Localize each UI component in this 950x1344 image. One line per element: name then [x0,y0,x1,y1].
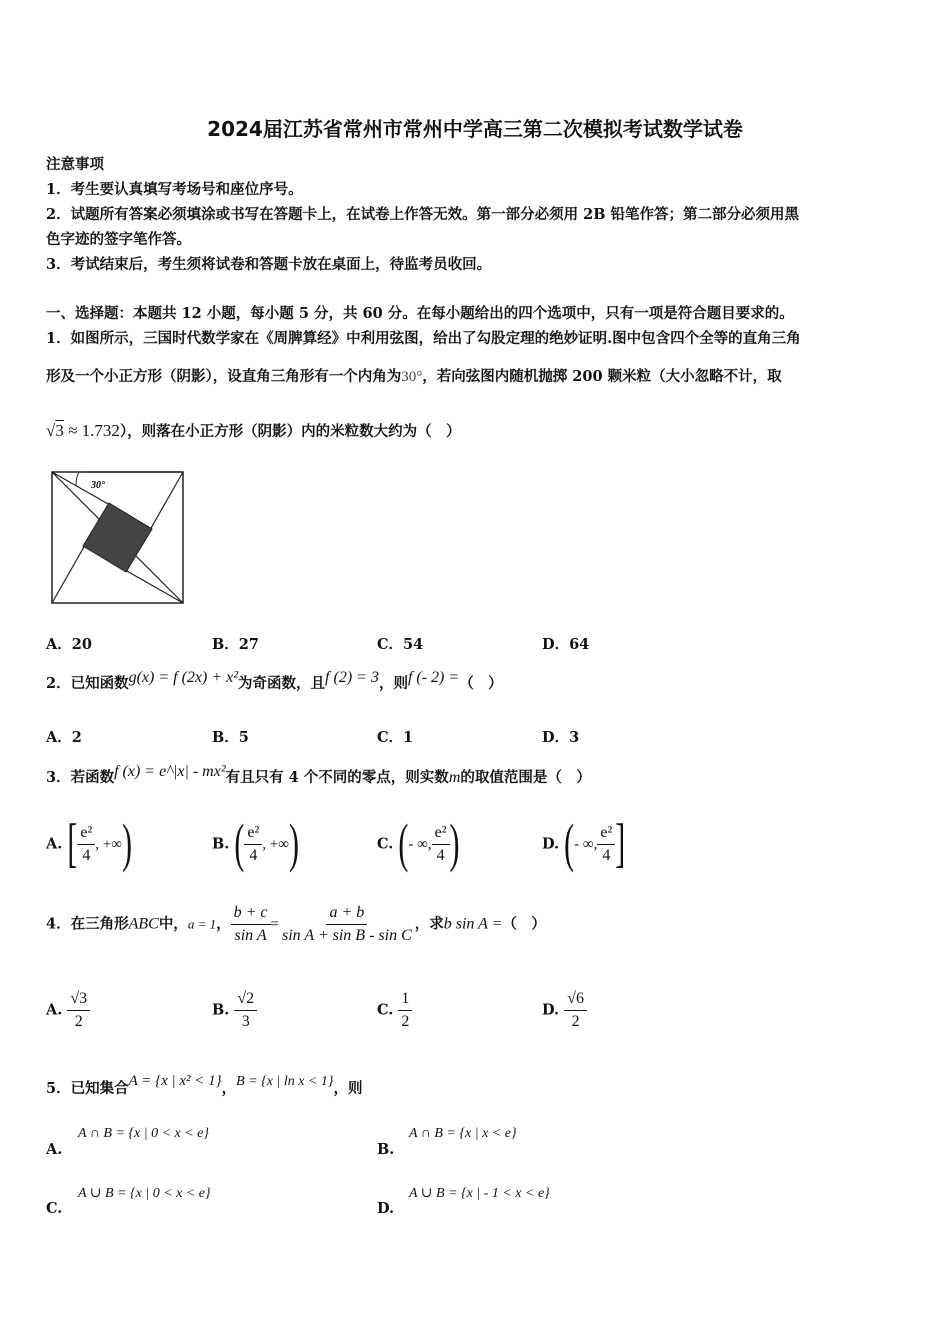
q1-option-a[interactable]: A．20 [46,636,92,653]
fraction: $\frac{√6}{2}$ [564,988,587,1033]
q4-ask-pre: ，求 [414,915,444,933]
q1-option-c[interactable]: C．54 [377,636,424,653]
q2-end: （ ） [459,675,503,692]
q5-option-a[interactable]: A ∩ B = {x | 0 < x < e} [78,1126,209,1141]
q4-left-fraction: $\frac{b + c}{\text{sin A}}$ [231,902,271,947]
q2-option-a[interactable]: A．2 [46,729,82,746]
q5-stem [46,1073,363,1098]
q1-line2 [46,365,782,386]
q3-option-d[interactable] [542,813,626,874]
q4-cond-a: a = 1 [187,916,217,932]
notes-heading: 注意事项 [46,156,104,173]
q1-line1: 1．如图所示，三国时代数学家在《周脾算经》中利用弦图，给出了勾股定理的绝妙证明.图中包含四个全等的直角三角 [46,330,801,347]
notes-item-2b: 色字迹的签字笔作答。 [46,231,191,248]
angle-label: 30° [91,480,105,491]
option-label: A. [46,835,63,853]
q1-option-b[interactable]: B．27 [212,636,259,653]
q3-end: 的取值范围是（ ） [460,769,591,786]
q2-cond: f (2) = 3 [325,669,379,686]
q4-end: （ ） [502,915,546,933]
q4-triangle: ABC [128,915,159,933]
interval-start: - ∞, [408,836,432,853]
option-label: B. [212,1001,230,1019]
q5-set-b: B = {x | ln x < 1} [236,1074,334,1089]
q1-figure [51,471,185,605]
notes-item-2a: 2．试题所有答案必须填涂或书写在答题卡上，在试卷上作答无效。第一部分必须用 2B 铅笔作答；第二部分必须用黑 [46,206,800,223]
q3-option-c[interactable] [377,813,460,874]
q4-zhong: 中， [158,915,188,933]
fraction: $\frac{√2}{3}$ [234,988,257,1033]
q2-mid: 为奇函数，且 [238,675,326,692]
q3-option-a[interactable] [46,813,132,874]
right-paren: ) [288,813,299,874]
q3-prefix: 3．若函数 [46,769,115,786]
left-paren: ( [398,813,409,874]
fraction: $\frac{1}{2}$ [398,988,412,1033]
q2-option-b[interactable]: B．5 [212,729,249,746]
interval-end: , +∞ [95,836,122,853]
option-label: D. [542,835,560,853]
right-paren: ) [121,813,132,874]
q1-line2a: 形及一个小正方形（阴影），设直角三角形有一个内角为 [46,368,402,385]
left-bracket: [ [67,813,78,874]
interval-start: - ∞, [574,836,598,853]
q5-set-a: A = {x | x² < 1} [128,1073,222,1089]
q1-angle: 30° [401,369,423,385]
left-paren: ( [564,813,575,874]
option-label: C. [377,1001,394,1019]
q4-option-b[interactable] [212,988,257,1033]
left-paren: ( [234,813,245,874]
q5-option-a-label[interactable]: A. [46,1141,63,1158]
q5-option-c[interactable]: A ∪ B = {x | 0 < x < e} [78,1186,211,1201]
option-label: A. [46,1001,63,1019]
fraction: $\frac{√3}{2}$ [67,988,90,1033]
fraction: $\frac{\text{e²}}{4}$ [244,822,262,867]
fraction: $\frac{\text{e²}}{4}$ [597,822,615,867]
q4-comma: ， [216,915,231,933]
q2-option-d[interactable]: D．3 [542,729,580,746]
right-paren: ) [449,813,460,874]
q1-line3 [46,420,461,441]
q1-line3-text: ），则落在小正方形（阴影）内的米粒数大约为（ ） [119,423,461,440]
q5-option-b-label[interactable]: B. [377,1141,395,1158]
q5-option-b[interactable]: A ∩ B = {x | x < e} [409,1126,517,1141]
fraction: $\frac{\text{e²}}{4}$ [432,822,450,867]
q4-stem: 4．在三角形ABC中，a = 1， $\frac{b + c}{\text{sin A}}$ = $\frac{a + b}{\text{sin A + sin B - sin C}}$ ，求b sin A =（ ） [46,902,546,947]
q4-prefix: 4．在三角形 [46,915,129,933]
q2-then: ，则 [378,675,408,692]
q5-comma: ， [221,1080,237,1097]
interval-end: , +∞ [262,836,289,853]
section-heading: 一、选择题：本题共 12 小题，每小题 5 分，共 60 分。在每小题给出的四个选项中，只有一项是符合题目要求的。 [46,305,794,322]
q3-stem [46,763,591,787]
notes-item-3: 3．考试结束后，考生须将试卷和答题卡放在桌面上，待监考员收回。 [46,256,492,273]
q4-option-a[interactable] [46,988,90,1033]
q2-prefix: 2．已知函数 [46,675,129,692]
q3-var: m [448,769,461,786]
notes-item-1: 1．考生要认真填写考场号和座位序号。 [46,181,303,198]
q1-line2b: ，若向弦图内随机抛掷 200 颗米粒（大小忽略不计，取 [422,368,782,385]
q5-prefix: 5．已知集合 [46,1080,129,1097]
q2-ask: f (- 2) = [407,669,460,686]
q5-end: ，则 [333,1080,363,1097]
option-label: C. [377,835,394,853]
right-bracket: ] [615,813,626,874]
q4-option-c[interactable] [377,988,412,1033]
q3-func: f (x) = e^|x| - mx² [114,763,226,780]
q2-stem [46,669,503,693]
q2-func: g(x) = f (2x) + x² [128,669,239,686]
q1-option-d[interactable]: D．64 [542,636,590,653]
angle-arc [76,472,79,485]
q4-option-d[interactable] [542,988,587,1033]
q5-option-d-label[interactable]: D. [377,1200,395,1217]
q3-option-b[interactable] [212,813,299,874]
page-title: 2024届江苏省常州市常州中学高三第二次模拟考试数学试卷 [207,117,743,141]
q3-mid: 有且只有 4 个不同的零点，则实数 [225,769,449,786]
q2-option-c[interactable]: C．1 [377,729,414,746]
q5-option-c-label[interactable]: C. [46,1200,63,1217]
fraction: $\frac{\text{e²}}{4}$ [77,822,95,867]
option-label: B. [212,835,230,853]
q5-option-d[interactable]: A ∪ B = {x | - 1 < x < e} [409,1186,550,1201]
q4-right-fraction: $\frac{a + b}{\text{sin A + sin B - sin C}}$ [281,904,412,944]
option-label: D. [542,1001,560,1019]
q4-ask: b sin A = [443,915,503,933]
sqrt-expression: √3 ≈ 1.732 [46,421,120,440]
